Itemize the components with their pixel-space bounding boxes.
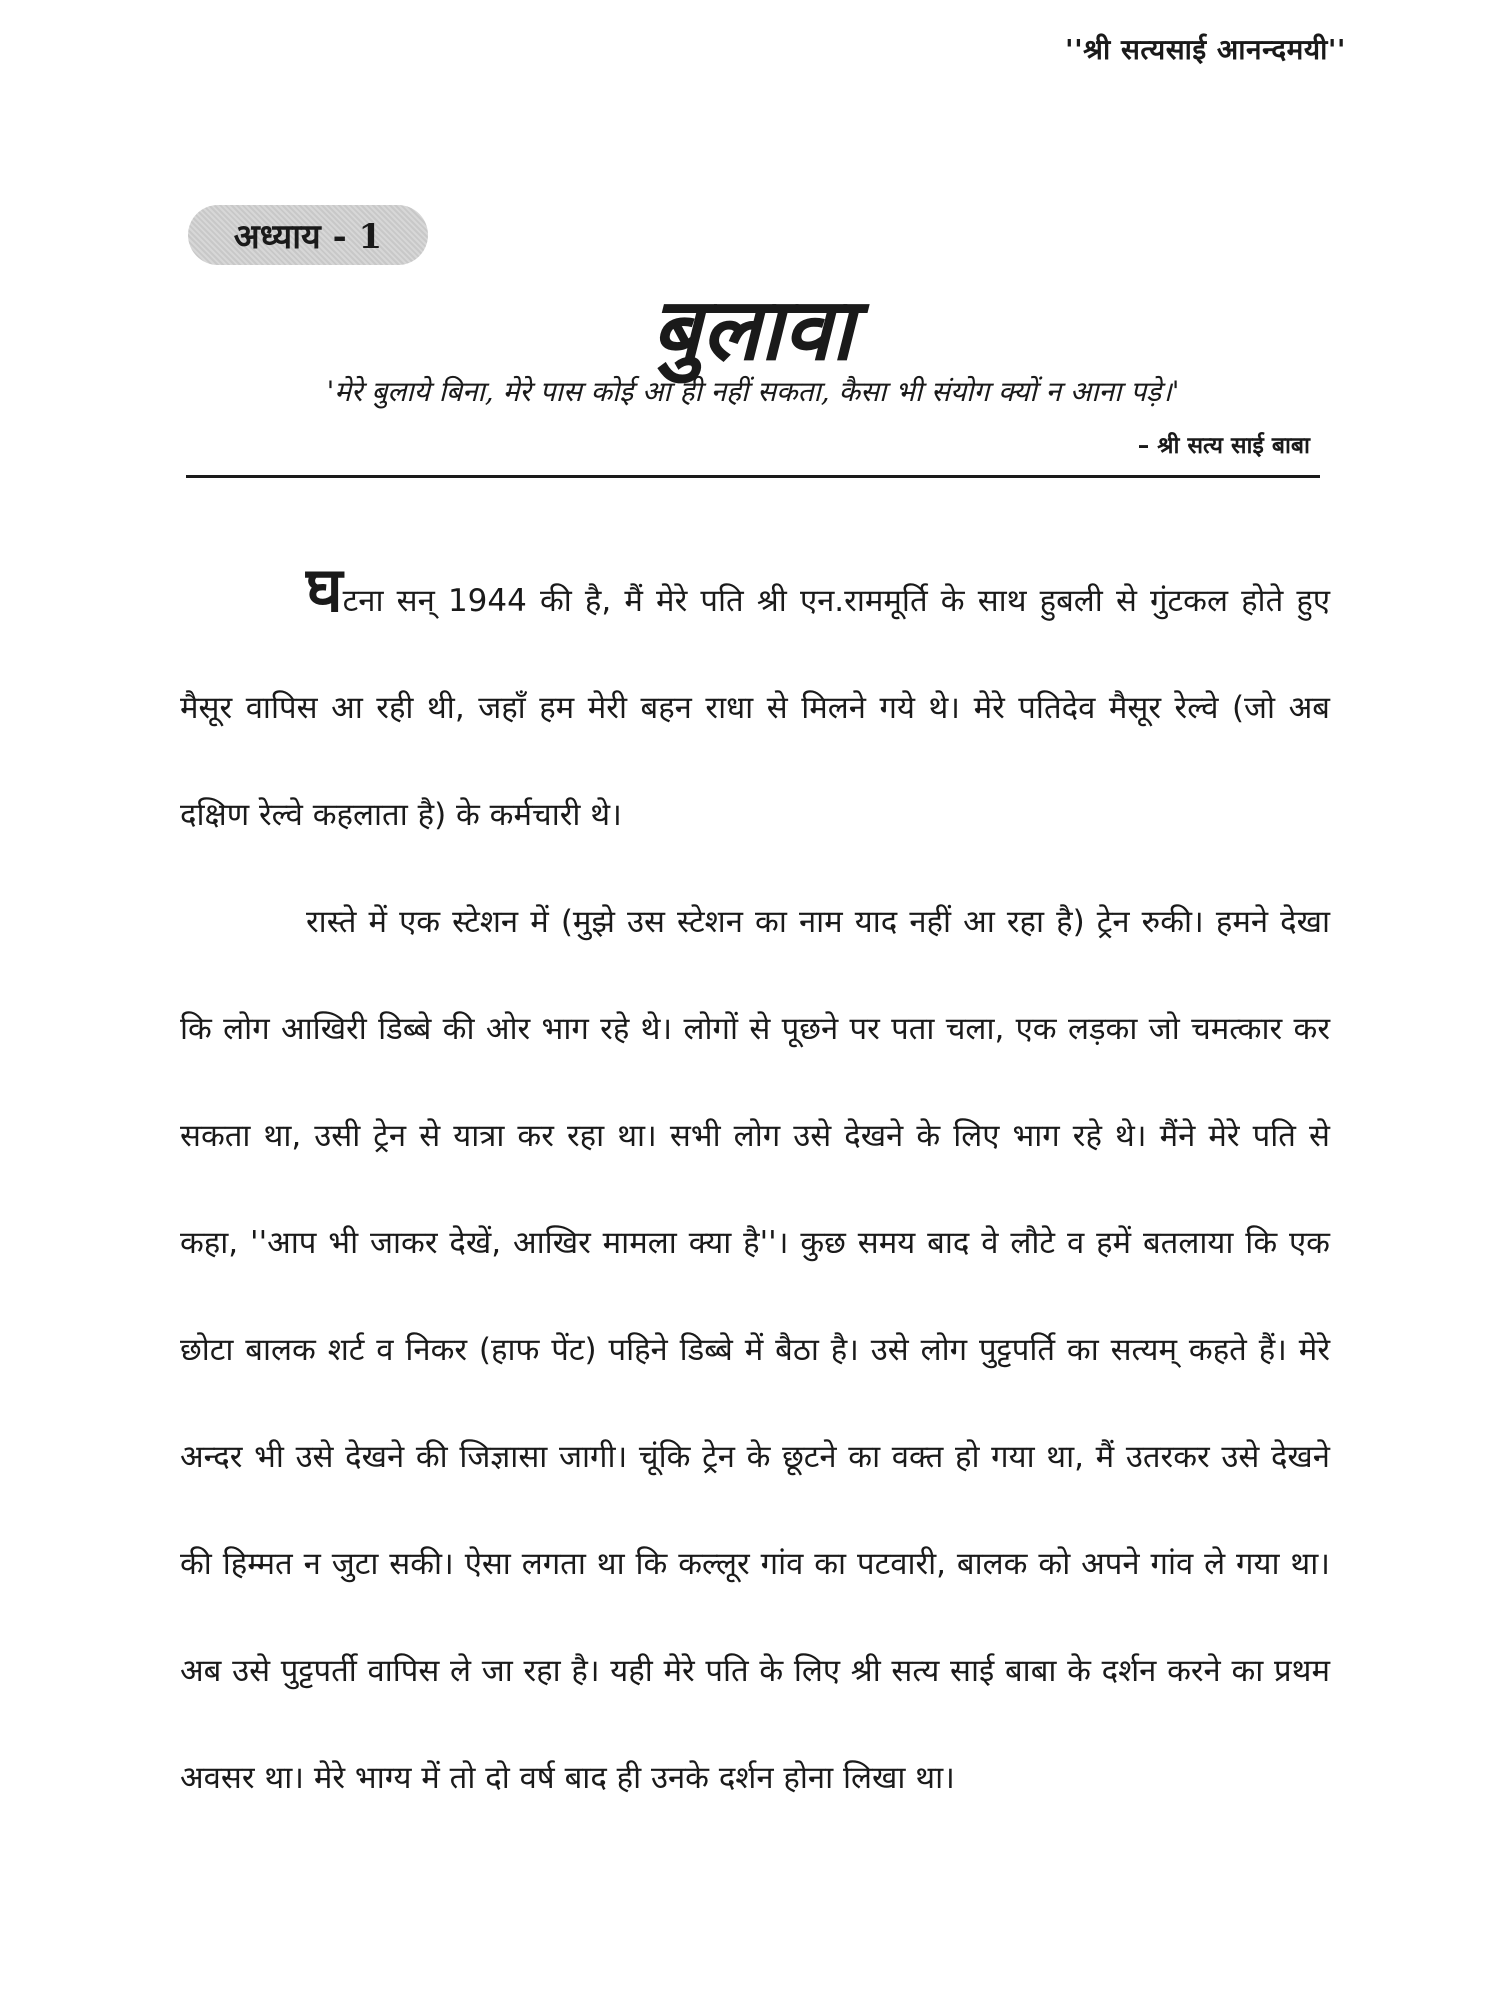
paragraph-2: रास्ते में एक स्टेशन में (मुझे उस स्टेशन का नाम याद नहीं आ रहा है) ट्रेन रुकी। हमने देखा कि लोग आखिरी डिब्बे की ओर भाग रहे थे। लोगों से पूछने पर पता चला, एक लड़का जो चमत्कार कर सकता था, उसी ट्रेन से यात्रा कर रहा था। सभी लोग उसे देखने के लिए भाग रहे थे। मैंने मेरे पति से कहा, ''आप भी जाकर देखें, आखिर मामला क्या है''। कुछ समय बाद वे लौटे व हमें बतलाया कि एक छोटा बालक शर्ट व निकर (हाफ पेंट) पहिने डिब्बे में बैठा है। उसे लोग पुट्टपर्ति का सत्यम् कहते हैं। मेरे अन्दर भी उसे देखने की जिज्ञासा जागी। चूंकि ट्रेन के छूटने का वक्त हो गया था, मैं उतरकर उसे देखने की हिम्मत न जुटा सकी। ऐसा लगता था कि कल्लूर गांव का पटवारी, बालक को अपने गांव ले गया था। अब उसे पुट्टपर्ती वापिस ले जा रहा है। यही मेरे पति के लिए श्री सत्य साई बाबा के दर्शन करने का प्रथम अवसर था। मेरे भाग्य में तो दो वर्ष बाद ही उनके दर्शन होना लिखा था। (180, 904, 1330, 1796)
drop-cap: घ (306, 553, 343, 626)
chapter-label-badge: अध्याय - 1 (188, 205, 428, 265)
paragraph-1-text: टना सन् 1944 की है, मैं मेरे पति श्री एन.राममूर्ति के साथ हुबली से गुंटकल होते हुए मैसूर वापिस आ रही थी, जहाँ हम मेरी बहन राधा से मिलने गये थे। मेरे पतिदेव मैसूर रेल्वे (जो अब दक्षिण रेल्वे कहलाता है) के कर्मचारी थे। (180, 583, 1330, 833)
epigraph-quote: 'मेरे बुलाये बिना, मेरे पास कोई आ ही नहीं सकता, कैसा भी संयोग क्यों न आना पड़े।' (326, 375, 1180, 408)
epigraph-author: – श्री सत्य साई बाबा (1137, 433, 1310, 459)
chapter-title: बुलावा (651, 280, 855, 380)
divider-rule (186, 475, 1320, 478)
body-text (180, 548, 1330, 1832)
paragraph-1 (180, 548, 1330, 869)
running-header: ''श्री सत्यसाई आनन्दमयी'' (1065, 33, 1346, 66)
